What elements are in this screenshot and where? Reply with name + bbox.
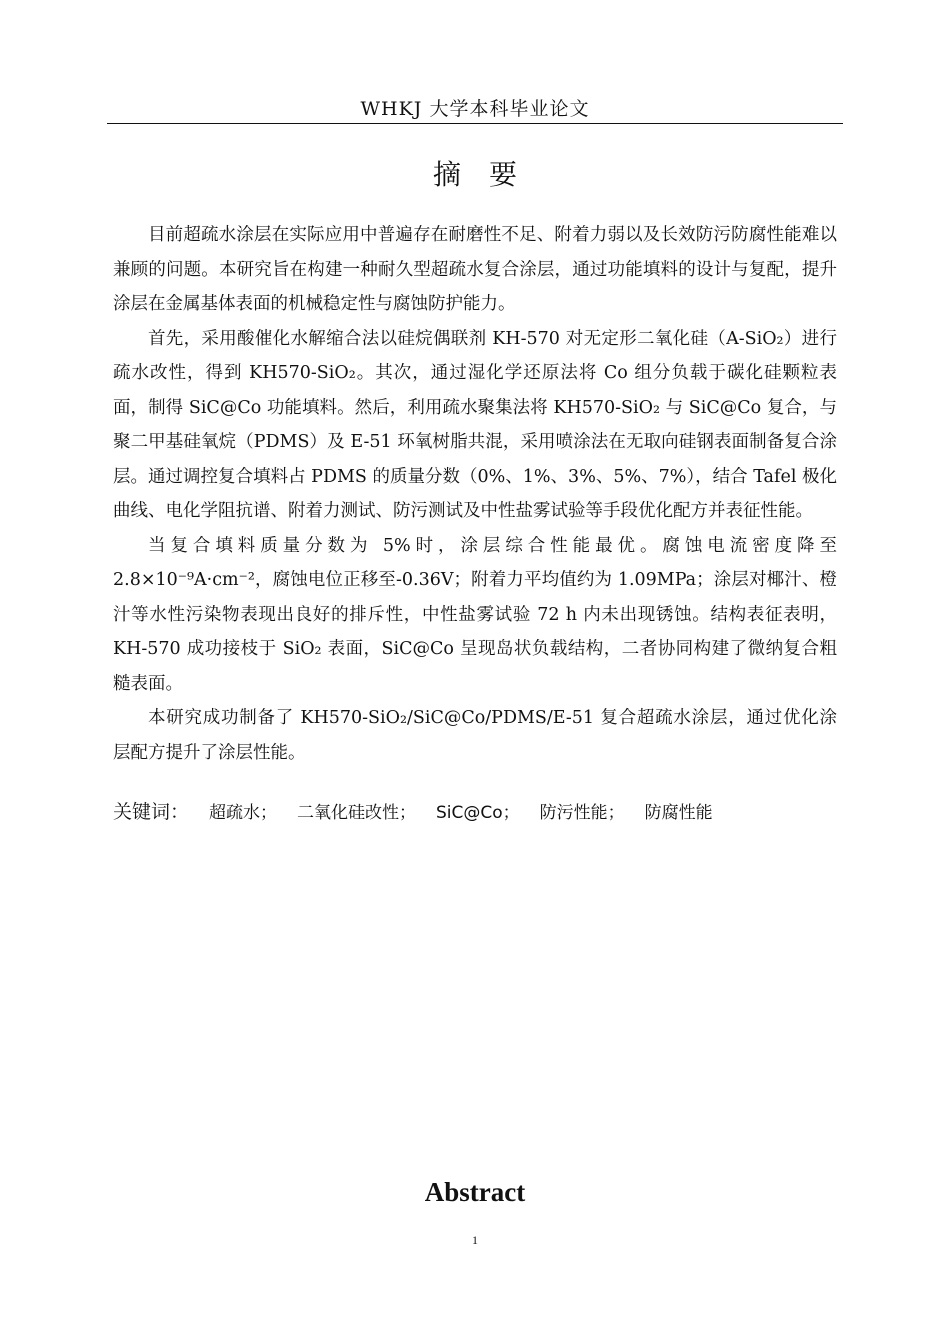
keyword-item: 防腐性能 [644, 803, 713, 823]
header-rule [107, 123, 843, 124]
keyword-item: SiC@Co [436, 803, 503, 823]
keywords-label: 关键词： [113, 801, 190, 823]
keywords-line [113, 797, 837, 828]
keyword-separator: ； [399, 803, 417, 823]
keyword-separator: ； [607, 803, 625, 823]
abstract-heading: Abstract [424, 1177, 526, 1207]
keyword-item: 防污性能 [539, 803, 608, 823]
page-title: 摘 要 [432, 158, 517, 191]
keyword-separator: ； [502, 803, 520, 823]
page-number: 1 [472, 1233, 478, 1247]
paragraph-3: 当复合填料质量分数为 5%时，涂层综合性能最优。腐蚀电流密度降至 2.8×10⁻⁹A·cm⁻²，腐蚀电位正移至-0.36V；附着力平均值约为 1.09MPa；涂层对椰汁、橙汁等水性污染物表现出良好的排斥性，中性盐雾试验 72 h 内未出现锈蚀。结构表征表明，KH-570 成功接枝于 SiO₂ 表面，SiC@Co 呈现岛状负载结构，二者协同构建了微纳复合粗糙表面。 [113, 535, 837, 694]
keyword-item: 超疏水 [209, 803, 261, 823]
paragraph-4: 本研究成功制备了 KH570-SiO₂/SiC@Co/PDMS/E-51 复合超疏水涂层，通过优化涂层配方提升了涂层性能。 [113, 708, 837, 763]
abstract-body [113, 218, 837, 770]
paragraph-1: 目前超疏水涂层在实际应用中普遍存在耐磨性不足、附着力弱以及长效防污防腐性能难以兼顾的问题。本研究旨在构建一种耐久型超疏水复合涂层，通过功能填料的设计与复配，提升涂层在金属基体表面的机械稳定性与腐蚀防护能力。 [113, 225, 837, 314]
running-header: WHKJ 大学本科毕业论文 [360, 98, 590, 120]
keyword-separator: ； [260, 803, 278, 823]
paragraph-2: 首先，采用酸催化水解缩合法以硅烷偶联剂 KH-570 对无定形二氧化硅（A-SiO₂）进行疏水改性，得到 KH570-SiO₂。其次，通过湿化学还原法将 Co 组分负载于碳化硅颗粒表面，制得 SiC@Co 功能填料。然后，利用疏水聚集法将 KH570-SiO₂ 与 SiC@Co 复合，与聚二甲基硅氧烷（PDMS）及 E-51 环氧树脂共混，采用喷涂法在无取向硅钢表面制备复合涂层。通过调控复合填料占 PDMS 的质量分数（0%、1%、3%、5%、7%），结合 Tafel 极化曲线、电化学阻抗谱、附着力测试、防污测试及中性盐雾试验等手段优化配方并表征性能。 [113, 328, 837, 521]
keyword-item: 二氧化硅改性 [297, 803, 400, 823]
